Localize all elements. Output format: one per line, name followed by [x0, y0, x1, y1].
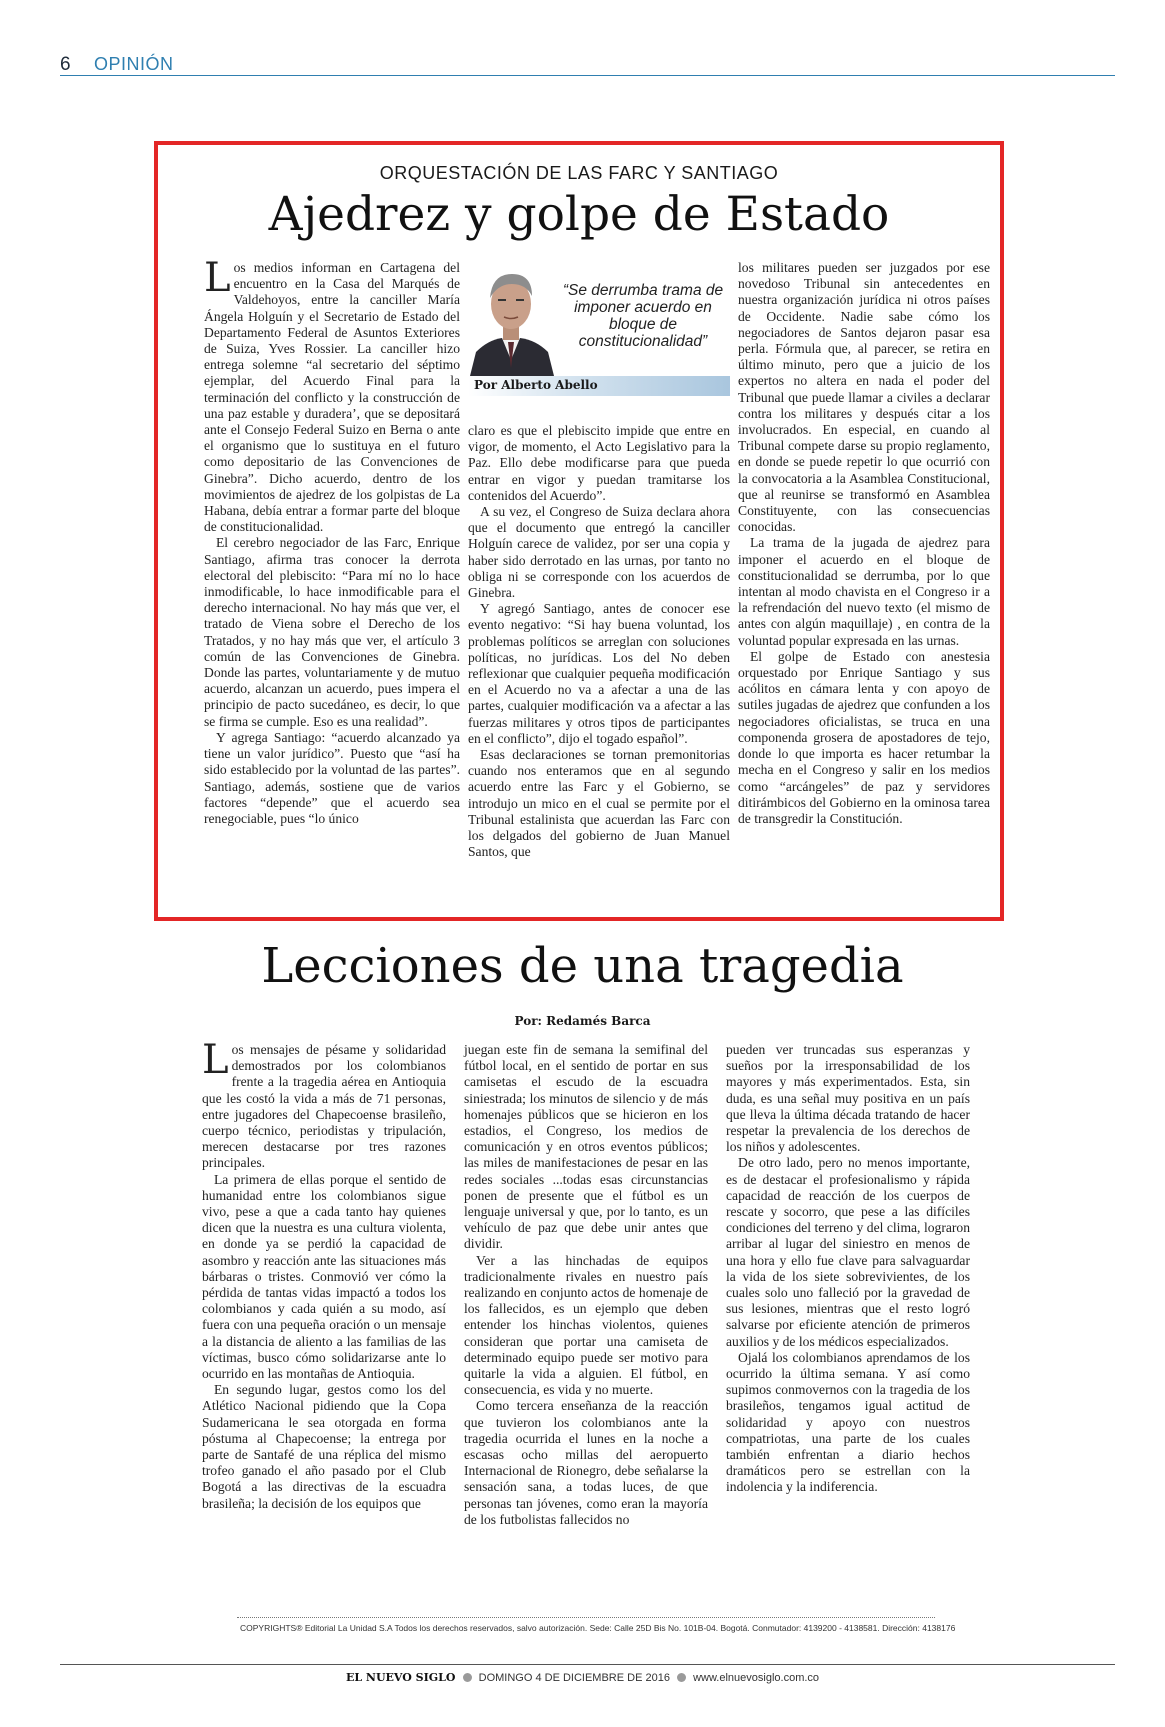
article-1-headline: Ajedrez y golpe de Estado	[268, 187, 890, 242]
byline-bar	[468, 376, 730, 396]
article-1-paragraph: Y agregó Santiago, antes de conocer ese evento negativo: “Si hay buena voluntad, los problemas políticos se arreglan con soluciones políticas, no jurídicas. Los del No deben reflexionar que cualquier pequeña modificación en el Acuerdo no va a afectar a una de las partes, cualquier modificación va a afectar a las fuerzas militares y otros tipos de participantes en el conflicto”, dijo el togado español”.	[468, 601, 730, 746]
article-1-column-1	[204, 255, 460, 827]
article-2-paragraph: De otro lado, pero no menos importante, es de destacar el profesionalismo y rápida capacidad de reacción de los cuerpos de rescate y socorro, que pese a las difíciles condiciones del terreno y del clima, lograron arribar al lugar del siniestro en menos de una hora y ello fue clave para salvaguardar la vida de los siete sobrevivientes, de los cuales solo uno falleció por la gravedad de sus lesiones, mientras que el resto logró salvarse por eficiente atención de primeros auxilios y de los médicos especializados.	[726, 1155, 970, 1349]
article-1-paragraph: Los medios informan en Cartagena del encuentro en la Casa del Marqués de Valdehoyos, entre la canciller María Ángela Holguín y el Secretario de Estado del Departamento Federal de Asuntos Exteriores de Suiza, Yves Rossier. La canciller hizo entrega solemne “al secretario del séptimo ejemplar, del Acuerdo Final para la terminación del conflicto y la construcción de una paz estable y duradera’, que se depositará ante el Consejo Federal Suizo en Berna o ante el organismo que lo sustituya en el futuro como depositario de las Convenciones de Ginebra”. Dicho acuerdo, dentro de los movimientos de ajedrez de los golpistas de La Habana, debía entrar a formar parte del bloque de constitucionalidad.	[204, 255, 460, 535]
page-number: 6	[60, 54, 71, 75]
article-1-paragraph: Y agrega Santiago: “acuerdo alcanzado ya tiene un valor jurídico”. Puesto que “así ha sido establecido por la voluntad de las partes”. Santiago, además, sostiene que de varios factores “depende” que el acuerdo sea renegociable, pues “lo único	[204, 729, 460, 826]
article-2-paragraph: Ver a las hinchadas de equipos tradicionalmente rivales en nuestro país realizando en conjunto actos de homenaje de los fallecidos, es un ejemplo que deben entender los hinchas violentos, quienes consideran que portar una camiseta de determinado equipo puede ser motivo para quitarle la vida a alguien. El fútbol, en consecuencia, es vida y no muerte.	[464, 1252, 708, 1398]
header-rule	[60, 75, 1115, 76]
author-portrait	[468, 260, 554, 376]
pull-quote: “Se derrumba trama de imponer acuerdo en bloque de constitucionalidad”	[562, 282, 724, 350]
separator-dot-icon	[463, 1673, 472, 1682]
article-1-paragraph: los militares pueden ser juzgados por ese novedoso Tribunal sin antecedentes en nuestra organización jurídica ni otros países de Occidente. Nadie sabe cómo los negociadores de Santos dejaron pasar esa perla. Fórmula que, al parecer, se retira en último minuto, pero que a juicio de los expertos no altera en nada el poder del Tribunal que puede llamar a civiles a declarar contra los militares y después citar a los involucrados. En especial, en cuando al Tribunal compete darse su propio reglamento, en donde se puede repetir lo que ocurrió con la convocatoria a la Asamblea Constitucional, que al reunirse se transformó en Asamblea Constituyente, con las consecuencias conocidas.	[738, 260, 990, 535]
issue-date: DOMINGO 4 DE DICIEMBRE DE 2016	[478, 1672, 670, 1684]
copyright-divider	[237, 1617, 935, 1618]
article-1-paragraph: El cerebro negociador de las Farc, Enrique Santiago, afirma tras conocer la derrota electoral del plebiscito: “Para mí no lo hace inmodificable, lo hace inmodificable para el derecho internacional. No hay más que ver, el tratado de Viena sobre el Derecho de los Tratados, y no hay más que ver, el artículo 3 común de las Convenciones de Ginebra. Donde las partes, voluntariamente y de mutuo acuerdo, alcanzan un acuerdo, pues impera el principio de pacto sucedáneo, es decir, lo que se firma se cumple. Eso es una realidad”.	[204, 535, 460, 729]
article-2-byline: Por: Redamés Barca	[514, 1014, 651, 1028]
article-2-headline: Lecciones de una tragedia	[261, 938, 904, 994]
article-1-paragraph: El golpe de Estado con anestesia orquestado por Enrique Santiago y sus acólitos en cámara lenta y con apoyo de sutiles jugadas de ajedrez que confunden a los negociadores oficialistas, se truca en una componenda grosera de apostadores de tejo, donde lo que importa es hacer retumbar la mecha en el Congreso y salir en los medios como “arcángeles” de paz y servidores ditirámbicos del Gobierno en la ominosa tarea de transgredir la Constitución.	[738, 648, 990, 826]
article-1-highlight-box	[154, 141, 1004, 921]
footer-rule	[60, 1664, 1115, 1665]
article-2-paragraph: Ojalá los colombianos aprendamos de los ocurrido la última semana. Y así como supimos conmovernos con la tragedia de los brasileños, tengamos igual actitud de solidaridad y apoyo con nuestros compatriotas, una parte de los cuales también enfrentan a diario hechos dramáticos pero se estrellan con la indolencia y la indiferencia.	[726, 1349, 970, 1495]
article-1-column-3	[738, 260, 990, 827]
separator-dot-icon	[677, 1673, 686, 1682]
dropcap: L	[202, 1037, 229, 1083]
article-1-paragraph: La trama de la jugada de ajedrez para imponer el acuerdo en el bloque de constitucionalidad se derrumba, por lo que intentan al modo chavista en el Congreso ir a la refrendación del nuevo texto (el mismo de antes con algún maquillaje) , en contra de la voluntad popular expresada en las urnas.	[738, 535, 990, 648]
article-1-kicker: ORQUESTACIÓN DE LAS FARC Y SANTIAGO	[379, 163, 779, 183]
article-1-byline: Por Alberto Abello	[474, 378, 598, 392]
article-2-column-2	[464, 1042, 708, 1528]
article-2-column-1	[202, 1037, 446, 1512]
article-2-paragraph: En segundo lugar, gestos como los del Atlético Nacional pidiendo que la Copa Sudamericana le sea otorgada en forma póstuma al Chapecoense; la entrega por parte de Santafé de una réplica del mismo trofeo ganado el año pasado por el Club Bogotá a las directivas de la escuadra brasileña; la decisión de los equipos que	[202, 1382, 446, 1511]
newspaper-brand: EL NUEVO SIGLO	[345, 1671, 456, 1684]
article-1-paragraph: A su vez, el Congreso de Suiza declara ahora que el documento que entregó la canciller Holguín carece de validez, por ser una copia y haber sido derrotado en las urnas, por tanto no obliga ni se corresponde con los acuerdos de Ginebra.	[468, 504, 730, 601]
article-2-paragraph: Como tercera enseñanza de la reacción que tuvieron los colombianos ante la tragedia ocurrida el lunes en la noche a escasas ocho millas del aeropuerto Internacional de Rionegro, debe señalarse la sensación sana, a todas luces, de que personas tan jóvenes, como eran la mayoría de los futbolistas fallecidos no	[464, 1398, 708, 1527]
copyright-line: COPYRIGHTS® Editorial La Unidad S.A Todos los derechos reservados, salvo autorización. Sede: Calle 25D Bis No. 101B-04. Bogotá. Conmutador: 4139200 - 4138581. Dirección: 4138176	[240, 1623, 956, 1633]
article-2-paragraph: juegan este fin de semana la semifinal del fútbol local, en el sentido de portar en sus camisetas el escudo de la escuadra siniestrada; los minutos de silencio y de más homenajes públicos que se hicieron en los estadios, el Congreso, los medios de comunicación y en otros eventos públicos; las miles de manifestaciones de pesar en las redes sociales ...todas esas circunstancias ponen de presente que el fútbol es un lenguaje universal y que, por lo tanto, es un vehículo de paz que debe unir antes que dividir.	[464, 1042, 708, 1252]
article-1-column-2	[468, 423, 730, 860]
article-2-paragraph: Los mensajes de pésame y solidaridad demostrados por los colombianos frente a la tragedia aérea en Antioquia que les costó la vida a más de 71 personas, entre jugadores del Chapecoense brasileño, cuerpo técnico, periodistas y tripulación, merecen destacarse por tres razones principales.	[202, 1037, 446, 1171]
article-1-paragraph: Esas declaraciones se tornan premonitorias cuando nos enteramos que en al segundo acuerdo entre las Farc y el Gobierno, se introdujo un mico en el cual se permite por el Tribunal estalinista que acuerdan las Farc con los delgados del gobierno de Juan Manuel Santos, que	[468, 747, 730, 860]
author-block	[468, 260, 730, 400]
article-2-column-3	[726, 1042, 970, 1496]
dropcap: L	[204, 255, 231, 301]
article-1-paragraph: claro es que el plebiscito impide que entre en vigor, de momento, el Acto Legislativo para la Paz. Ello debe modificarse para que pueda entrar en vigor y puedan tramitarse los contenidos del Acuerdo”.	[468, 423, 730, 503]
section-label: OPINIÓN	[94, 54, 174, 74]
website-url: www.elnuevosiglo.com.co	[693, 1672, 820, 1684]
article-2-paragraph: pueden ver truncadas sus esperanzas y sueños por la irresponsabilidad de los mayores y más experimentados. Esta, sin duda, es una señal muy positiva en un país que lleva la última década tratando de hacer respetar la prevalencia de los derechos de los niños y adolescentes.	[726, 1042, 970, 1155]
article-2-paragraph: La primera de ellas porque el sentido de humanidad entre los colombianos sigue vivo, pese a que a cada tanto hay quienes dicen que la nuestra es una cultura violenta, en donde ya se perdió la capacidad de asombro y reacción ante las situaciones más bárbaras o tristes. Conmovió ver cómo la pérdida de tantas vidas impactó a todos los colombianos y cada quién a su modo, así fuera con una pequeña oración o un mensaje a la distancia de aliento a las familias de las víctimas, busco cómo solidarizarse ante lo ocurrido en las montañas de Antioquia.	[202, 1171, 446, 1382]
footer	[0, 1671, 1165, 1684]
